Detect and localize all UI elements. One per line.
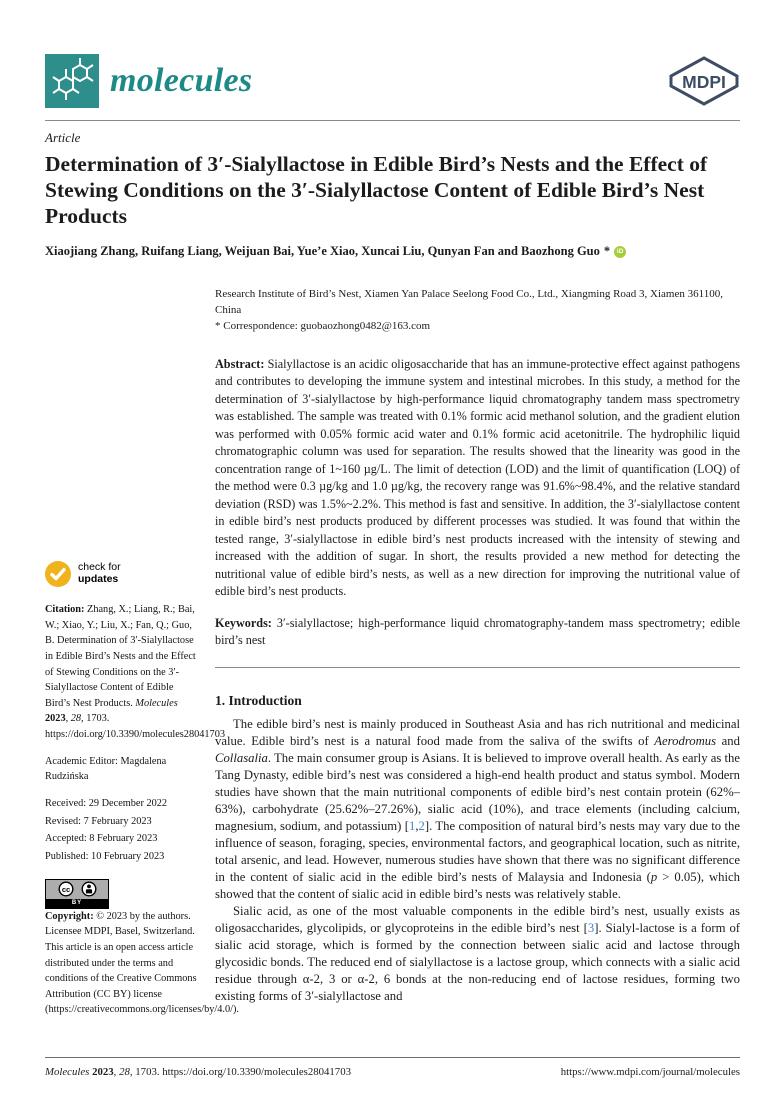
reference-link[interactable]: 2 bbox=[418, 818, 425, 833]
reference-link[interactable]: 3 bbox=[587, 920, 595, 935]
cc-icon bbox=[58, 881, 74, 897]
author-names: Xiaojiang Zhang, Ruifang Liang, Weijuan Bai, Yue’e Xiao, Xuncai Liu, Qunyan Fan and Baozhong Guo bbox=[45, 244, 600, 258]
url-link[interactable]: https://creativecommons.org/licenses/by/4.0/ bbox=[48, 1004, 233, 1016]
intro-paragraph-2: Sialic acid, as one of the most valuable components in the edible bird’s nest, usually exists as oligosaccharides, glycolipids, or glycoproteins in the edible bird’s nest [3]. Sialyl-lactose is a form of sialic acid storage, which is formed by the connection between sialic acid and lactose through glycosidic bonds. The reduced end of sialyllactose is a lactose group, which connects with a sialic acid residue through α-2, 3 or α-2, 6 bonds at the non-reducing end of lactose residues, forming two existing forms of 3′-sialyllactose and bbox=[215, 903, 741, 1003]
article-meta-sidebar bbox=[45, 287, 240, 1057]
molecules-molecule-icon bbox=[45, 54, 99, 108]
cc-by-label: BY bbox=[46, 899, 108, 908]
published-date: Published: 10 February 2023 bbox=[45, 850, 165, 862]
article-type-label: Article bbox=[45, 130, 81, 145]
journal-name: molecules bbox=[110, 62, 253, 99]
article-body bbox=[210, 287, 740, 1057]
page-footer bbox=[45, 1057, 740, 1102]
keywords-label: Keywords: bbox=[215, 615, 277, 630]
cc-attribution-person-icon bbox=[81, 881, 97, 897]
keywords-divider bbox=[215, 667, 740, 668]
correspondence-label: * Correspondence: bbox=[215, 320, 301, 332]
content-columns bbox=[45, 287, 740, 1057]
check-for-updates-badge[interactable] bbox=[45, 561, 197, 587]
footer-citation: Molecules 2023, 28, 1703. https://doi.org/10.3390/molecules28041703 bbox=[45, 1066, 352, 1078]
keywords bbox=[215, 615, 740, 650]
abstract-label: Abstract: bbox=[215, 356, 268, 371]
cc-icons bbox=[46, 880, 108, 899]
svg-text:cc: cc bbox=[61, 884, 70, 894]
revised-date: Revised: 7 February 2023 bbox=[45, 815, 152, 827]
accepted-date: Accepted: 8 February 2023 bbox=[45, 833, 158, 845]
orcid-icon[interactable]: iD bbox=[614, 246, 626, 258]
correspondence-email-link[interactable]: guobaozhong0482@163.com bbox=[300, 320, 431, 332]
section-heading-introduction: 1. Introduction bbox=[215, 692, 302, 708]
check-icon bbox=[45, 561, 71, 587]
keywords-text: 3′-sialyllactose; high-performance liquid chromatography-tandem mass spectrometry; edible bird’s nest bbox=[215, 615, 740, 647]
intro-paragraph-1: The edible bird’s nest is mainly produced in Southeast Asia and has rich nutritional and medicinal value. Edible bird’s nest is a natural food made from the saliva of the swifts of Aerodromus and Collasalia. The main consumer group is Asians. It is believed to improve overall health. As early as the Tang Dynasty, edible bird’s nest was considered a high-end health product and status symbol. Modern studies have shown that the main nutritional components of edible bird’s nest contain protein (62%–63%), carbohydrate (25.62%–27.26%), sialic acid (10%), and trace elements (including calcium, magnesium, sodium, and potassium) [1,2]. The composition of natural bird’s nests may vary due to the influence of season, foraging, species, environmental factors, and geographical location, such as nitrite, total arsenic, and lead. However, numerous studies have shown that there was no significant difference in the content of sialic acid in the edible bird’s nests of Malaysia and Indonesia (p > 0.05), which showed that the content of sialic acid in edible bird’s nests was relatively stable. bbox=[215, 716, 740, 901]
abstract bbox=[215, 356, 740, 601]
received-date: Received: 29 December 2022 bbox=[45, 798, 168, 810]
molecules-journal-logo[interactable] bbox=[45, 54, 252, 108]
footer-divider bbox=[45, 1057, 740, 1058]
copyright-notice: Copyright: © 2023 by the authors. Licensee MDPI, Basel, Switzerland. This article is an open access article distributed under the terms and conditions of the Creative Commons Attribution (CC BY) license (https://creativecommons.org/licenses/by/4.0/). bbox=[45, 910, 240, 1016]
page-header bbox=[45, 0, 740, 108]
cc-by-license-badge[interactable] bbox=[45, 879, 109, 909]
article-history bbox=[45, 796, 197, 865]
reference-link[interactable]: 1 bbox=[409, 818, 416, 833]
abstract-text: Sialyllactose is an acidic oligosaccharide that has an immune-protective effect against pathogens and contributes to developing the immune system and intestinal microbes. In this study, a method for the determination of 3′-sialyllactose by high-performance liquid chromatography tandem mass spectrometry was established. The sample was treated with 0.1% formic acid methanol solution, and the gradient elution was performed with 0.05% formic acid water and 0.1% formic acid acetonitrile. The hydrophilic liquid chromatographic column was used for separation. The results showed that the linearity was good in the concentration range of 1~160 µg/L. The limit of detection (LOD) and the limit of quantification (LOQ) of the method were 0.3 µg/kg and 1.0 µg/kg, the recovery range was 91.6%~98.4%, and the relative standard deviation (RSD) was 1.5%~2.2%. This method is fast and sensitive. In addition, the 3′-sialyllactose content in edible bird’s nest products produced by different processes was studied. It was found that within the tested range, 3′-sialyllactose in edible bird’s nest products increased with the intensity of stewing and increased with the addition of sugar. In short, the results provided a new method for detecting the nutritional value of edible bird’s nests, as well as a new direction for improving the nutritional value of edible bird’s nest products. bbox=[215, 356, 740, 598]
check-for-updates-label: check for updates bbox=[78, 561, 121, 585]
academic-editor: Academic Editor: Magdalena Rudzińska bbox=[45, 755, 167, 783]
mdpi-logo[interactable] bbox=[668, 55, 740, 107]
corresponding-author-marker: * bbox=[603, 244, 611, 258]
url-link[interactable]: https://doi.org/10.3390/molecules28041703 bbox=[45, 729, 225, 741]
correspondence-line bbox=[215, 319, 740, 335]
footer-journal-url[interactable]: https://www.mdpi.com/journal/molecules bbox=[560, 1066, 740, 1078]
citation-text: Citation: Zhang, X.; Liang, R.; Bai, W.; Xiao, Y.; Liu, X.; Fan, Q.; Guo, B. Determination of 3′-Sialyllactose in Edible Bird’s Nests and the Effect of Stewing Conditions on the 3′-Sialyllactose Content of Edible Bird’s Nest Products. Molecules 2023, 28, 1703. https://doi.org/10.3390/molecules28041703 bbox=[45, 604, 225, 741]
header-divider bbox=[45, 120, 740, 121]
mdpi-logo-text: MDPI bbox=[682, 72, 726, 92]
affiliation: Research Institute of Bird’s Nest, Xiamen Yan Palace Seelong Food Co., Ltd., Xiangming Road 3, Xiamen 361100, China bbox=[215, 288, 723, 316]
author-list bbox=[45, 244, 740, 259]
url-link[interactable]: https://doi.org/10.3390/molecules28041703 bbox=[162, 1066, 352, 1078]
article-title: Determination of 3′-Sialyllactose in Edible Bird’s Nests and the Effect of Stewing Conditions on the 3′-Sialyllactose Content of Edible Bird’s Nest Products bbox=[45, 152, 708, 228]
